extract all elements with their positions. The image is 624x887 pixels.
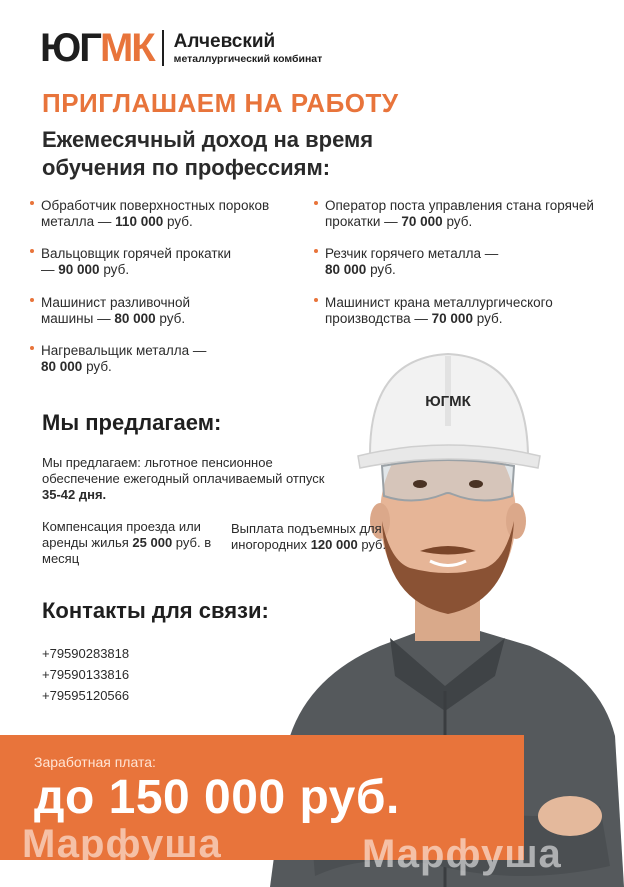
- hand: [538, 796, 602, 836]
- helmet-logo: ЮГМК: [425, 393, 471, 410]
- job-item: Обработчик поверхностных пороков металла — 110 000 руб.: [30, 198, 291, 230]
- eye-right: [469, 480, 483, 488]
- company-logo: [40, 26, 323, 70]
- phone-number[interactable]: +79595120566: [42, 688, 130, 703]
- offer-item-travel: Компенсация проезда или аренды жилья 25 000 руб. в месяц: [42, 519, 212, 566]
- subheadline: Ежемесячный доход на время обучения по профессиям:: [42, 127, 374, 180]
- job-item: Машинист крана металлургического производства — 70 000 руб.: [314, 295, 615, 327]
- phone-list: [42, 643, 129, 706]
- logo-divider: [162, 30, 164, 66]
- logo-text: ЮГМК: [40, 26, 154, 70]
- company-subtitle: металлургический комбинат: [173, 52, 323, 65]
- job-item: Вальцовщик горячей прокатки — 90 000 руб.: [30, 246, 231, 278]
- salary-amount: до 150 000 руб.: [34, 771, 400, 824]
- headline: ПРИГЛАШАЕМ НА РАБОТУ: [42, 88, 399, 118]
- logo-company: [174, 32, 323, 65]
- phone-number[interactable]: +79590133816: [42, 667, 130, 682]
- watermark: Марфуша: [362, 832, 562, 876]
- offer-item-relocation: Выплата подъемных для иногородних 120 000 руб.: [231, 521, 387, 552]
- job-item: Нагревальщик металла — 80 000 руб.: [30, 343, 221, 375]
- logo-wordmark: [40, 26, 154, 70]
- eye-left: [413, 480, 427, 488]
- watermark: Марфуша: [22, 822, 222, 866]
- job-item: Машинист разливочной машины — 80 000 руб.: [30, 295, 241, 327]
- job-item: Резчик горячего металла — 80 000 руб.: [314, 246, 505, 278]
- offer-item-pension: Мы предлагаем: льготное пенсионное обеспечение ежегодный оплачиваемый отпуск 35-42 дня.: [42, 455, 325, 502]
- job-item: Оператор поста управления стана горячей прокатки — 70 000 руб.: [314, 198, 605, 230]
- phone-number[interactable]: +79590283818: [42, 646, 130, 661]
- contacts-title: Контакты для связи:: [42, 598, 269, 623]
- offer-title: Мы предлагаем:: [42, 410, 222, 435]
- salary-label: Заработная плата:: [34, 754, 156, 770]
- company-name: Алчевский: [173, 30, 276, 52]
- ear-right: [506, 503, 526, 539]
